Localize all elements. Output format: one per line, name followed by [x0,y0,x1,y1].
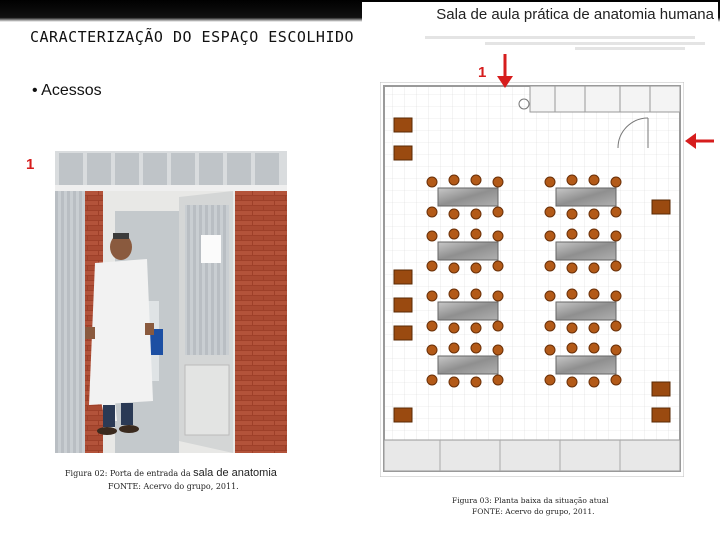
header-bar [0,0,720,28]
slide-subtitle: Sala de aula prática de anatomia humana [436,6,714,23]
plan-caption-line1: Figura 03: Planta baixa da situação atual [452,496,609,505]
decorative-lines [425,32,705,52]
photo-caption-suffix: sala de anatomia [193,467,277,479]
bullet-acessos: • Acessos [32,82,102,99]
access-marker-left: 1 [26,156,35,173]
door-photo [55,151,287,453]
photo-caption-line1 [65,467,277,479]
photo-caption-source: FONTE: Acervo do grupo, 2011. [108,482,239,491]
floor-plan [380,82,684,477]
floor-plan-drawing [380,82,684,477]
arrow-left-icon [684,130,716,152]
door-photo-illustration [55,151,287,453]
slide-title: CARACTERIZAÇÃO DO ESPAÇO ESCOLHIDO [30,28,355,46]
access-marker-plan-top: 1 [478,64,487,81]
arrow-down-icon [494,52,516,90]
photo-caption-prefix: Figura 02: Porta de entrada da [65,469,194,478]
plan-caption-source: FONTE: Acervo do grupo, 2011. [472,507,595,516]
